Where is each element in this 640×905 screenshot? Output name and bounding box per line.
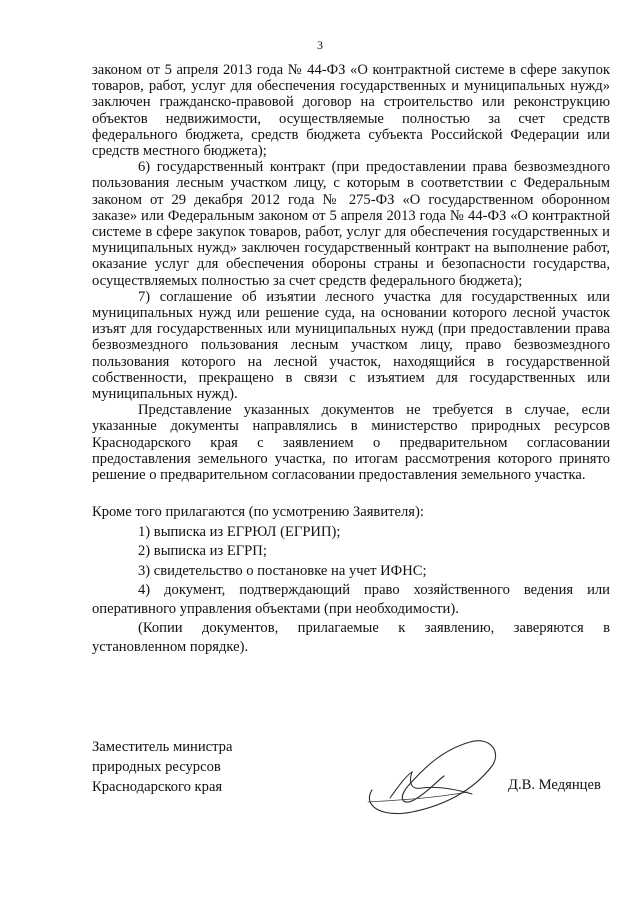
signer-title-line: Заместитель министра bbox=[92, 739, 233, 755]
document-body bbox=[92, 62, 610, 657]
attachment-item-2: 2) выписка из ЕГРП; bbox=[138, 543, 267, 560]
paragraph-item-7: 7) соглашение об изъятии лесного участка для государственных или муниципальных нужд или решение суда, на основании которого лесной участок изъят для государственных или муниципальных нужд (при предоставлении права безвозмездного пользования лесным участком лицу, право безвозмездного пользования которого на лесной участок, находящийся в государственной собственности, прекращено в связи с изъятием для государственных или муниципальных нужд). bbox=[92, 288, 610, 403]
paragraph-continuation: законом от 5 апреля 2013 года № 44-ФЗ «О контрактной системе в сфере закупок товаров, работ, услуг для обеспечения государственных и муниципальных нужд» заключен гражданско-правовой договор на строительство или реконструкцию объектов недвижимости, осуществляемые полностью за счет средств федерального бюджета, средств бюджета субъекта Российской Федерации или средств местного бюджета); bbox=[92, 62, 610, 160]
attachment-item-3: 3) свидетельство о постановке на учет ИФНС; bbox=[138, 562, 427, 579]
attachments-note: (Копии документов, прилагаемые к заявлению, заверяются в установленном порядке). bbox=[92, 620, 610, 656]
attachment-item-4: 4) документ, подтверждающий право хозяйственного ведения или оперативного управления объектами (при необходимости). bbox=[92, 582, 610, 618]
attachments-intro: Кроме того прилагаются (по усмотрению Заявителя): bbox=[92, 504, 424, 521]
handwritten-signature bbox=[342, 728, 502, 828]
paragraph-item-6: 6) государственный контракт (при предоставлении права безвозмездного пользования лесным участком лицу, с которым в соответствии с Федеральным законом от 29 декабря 2012 года № 275-ФЗ «О государственном оборонном заказе» или Федеральным законом от 5 апреля 2013 года № 44-ФЗ «О контрактной системе в сфере закупок товаров, работ, услуг для обеспечения государственных и муниципальных нужд» заключен государственный контракт на выполнение работ, оказание услуг для обеспечения обороны страны и безопасности государства, осуществляемых полностью за счет средств федерального бюджета); bbox=[92, 159, 610, 289]
signer-title-line: природных ресурсов bbox=[92, 759, 221, 775]
page-number: 3 bbox=[317, 38, 323, 52]
signer-name: Д.В. Медянцев bbox=[508, 777, 601, 793]
attachment-item-1: 1) выписка из ЕГРЮЛ (ЕГРИП); bbox=[138, 523, 341, 540]
signer-title-line: Краснодарского края bbox=[92, 779, 223, 795]
signer-title bbox=[92, 737, 292, 797]
attachments-section bbox=[92, 503, 610, 657]
paragraph-exemption: Представление указанных документов не требуется в случае, если указанные документы направлялись в министерство природных ресурсов Краснодарского края с заявлением о предварительном согласовании предоставления земельного участка, по итогам рассмотрения которого принято решение о предварительном согласовании предоставления земельного участка. bbox=[92, 402, 610, 484]
